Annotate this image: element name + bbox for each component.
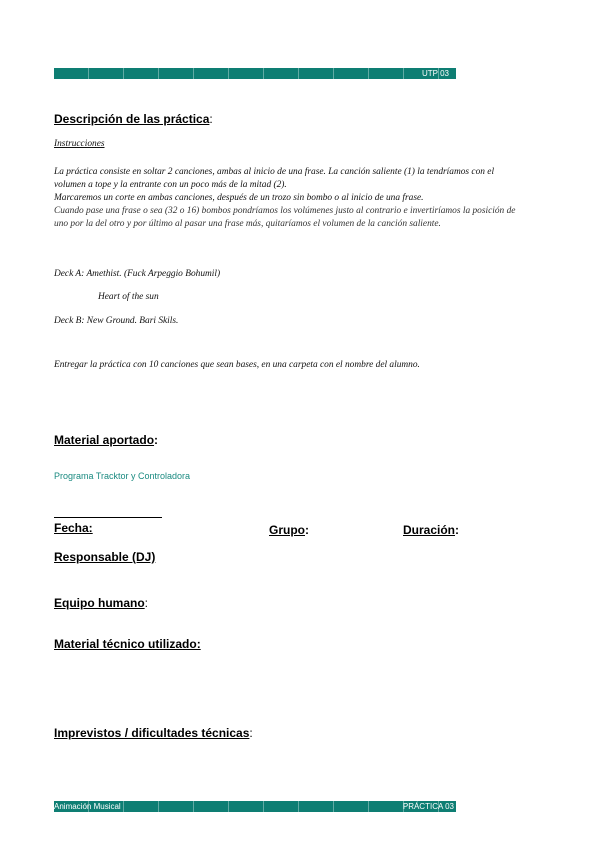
deck-a-track2: Heart of the sun (98, 292, 159, 302)
material-aportado-title: Material aportado (54, 433, 155, 447)
footer-left: Animación Musical (54, 802, 121, 811)
material-aportado-value: Programa Tracktor y Controladora (54, 471, 191, 481)
footer-band (54, 801, 456, 812)
grupo-colon: : (305, 523, 309, 537)
header-band (54, 68, 456, 79)
entregar-text: Entregar la práctica con 10 canciones que sean bases, en una carpeta con el nombre del alumno. (54, 360, 420, 370)
equipo-colon: : (144, 596, 148, 610)
grupo-label: Grupo (269, 523, 305, 537)
imprevistos-label: Imprevistos / dificultades técnicas (54, 726, 250, 740)
footer-right: PRÁCTICA 03 (402, 802, 454, 811)
instrucciones-line: uno por la del otro y por último al pasar una frase más, quitaríamos el volumen de la canción saliente. (54, 219, 441, 229)
material-tecnico-label: Material técnico utilizado: (54, 637, 201, 651)
equipo-heading (54, 594, 148, 612)
imprevistos-colon: : (249, 726, 253, 740)
imprevistos-heading (54, 724, 253, 742)
instrucciones-line: Cuando pase una frase o sea (32 o 16) bombos pondríamos los volúmenes justo al contrario e invertiríamos la posición de (54, 206, 516, 216)
header-code: UTP 03 (422, 69, 449, 78)
material-aportado-colon: : (154, 433, 159, 447)
instrucciones-body (54, 166, 574, 231)
instrucciones-label: Instrucciones (54, 139, 105, 149)
equipo-label: Equipo humano (54, 596, 145, 610)
instrucciones-line: Marcaremos un corte en ambas canciones, después de un trozo sin bombo o al inicio de una frase. (54, 193, 424, 203)
deck-b: Deck B: New Ground. Bari Skils. (54, 316, 179, 326)
instrucciones-line: volumen a tope y la entrante con un poco más de la mitad (2). (54, 180, 287, 190)
deck-a: Deck A: Amethist. (Fuck Arpeggio Bohumil) (54, 269, 221, 279)
duracion-heading (403, 521, 459, 539)
fecha-label: Fecha: (54, 521, 93, 535)
separator-line (54, 517, 162, 518)
descripcion-heading (54, 110, 213, 128)
duracion-colon: : (455, 523, 460, 537)
descripcion-title: Descripción de las práctica (54, 112, 210, 126)
material-aportado-heading (54, 431, 158, 449)
duracion-label: Duración (403, 523, 456, 537)
descripcion-colon: : (209, 112, 213, 126)
responsable-label: Responsable (DJ) (54, 550, 156, 564)
grupo-heading (269, 521, 309, 539)
instrucciones-line: La práctica consiste en soltar 2 canciones, ambas al inicio de una frase. La canción saliente (1) la tendríamos con el (54, 167, 495, 177)
